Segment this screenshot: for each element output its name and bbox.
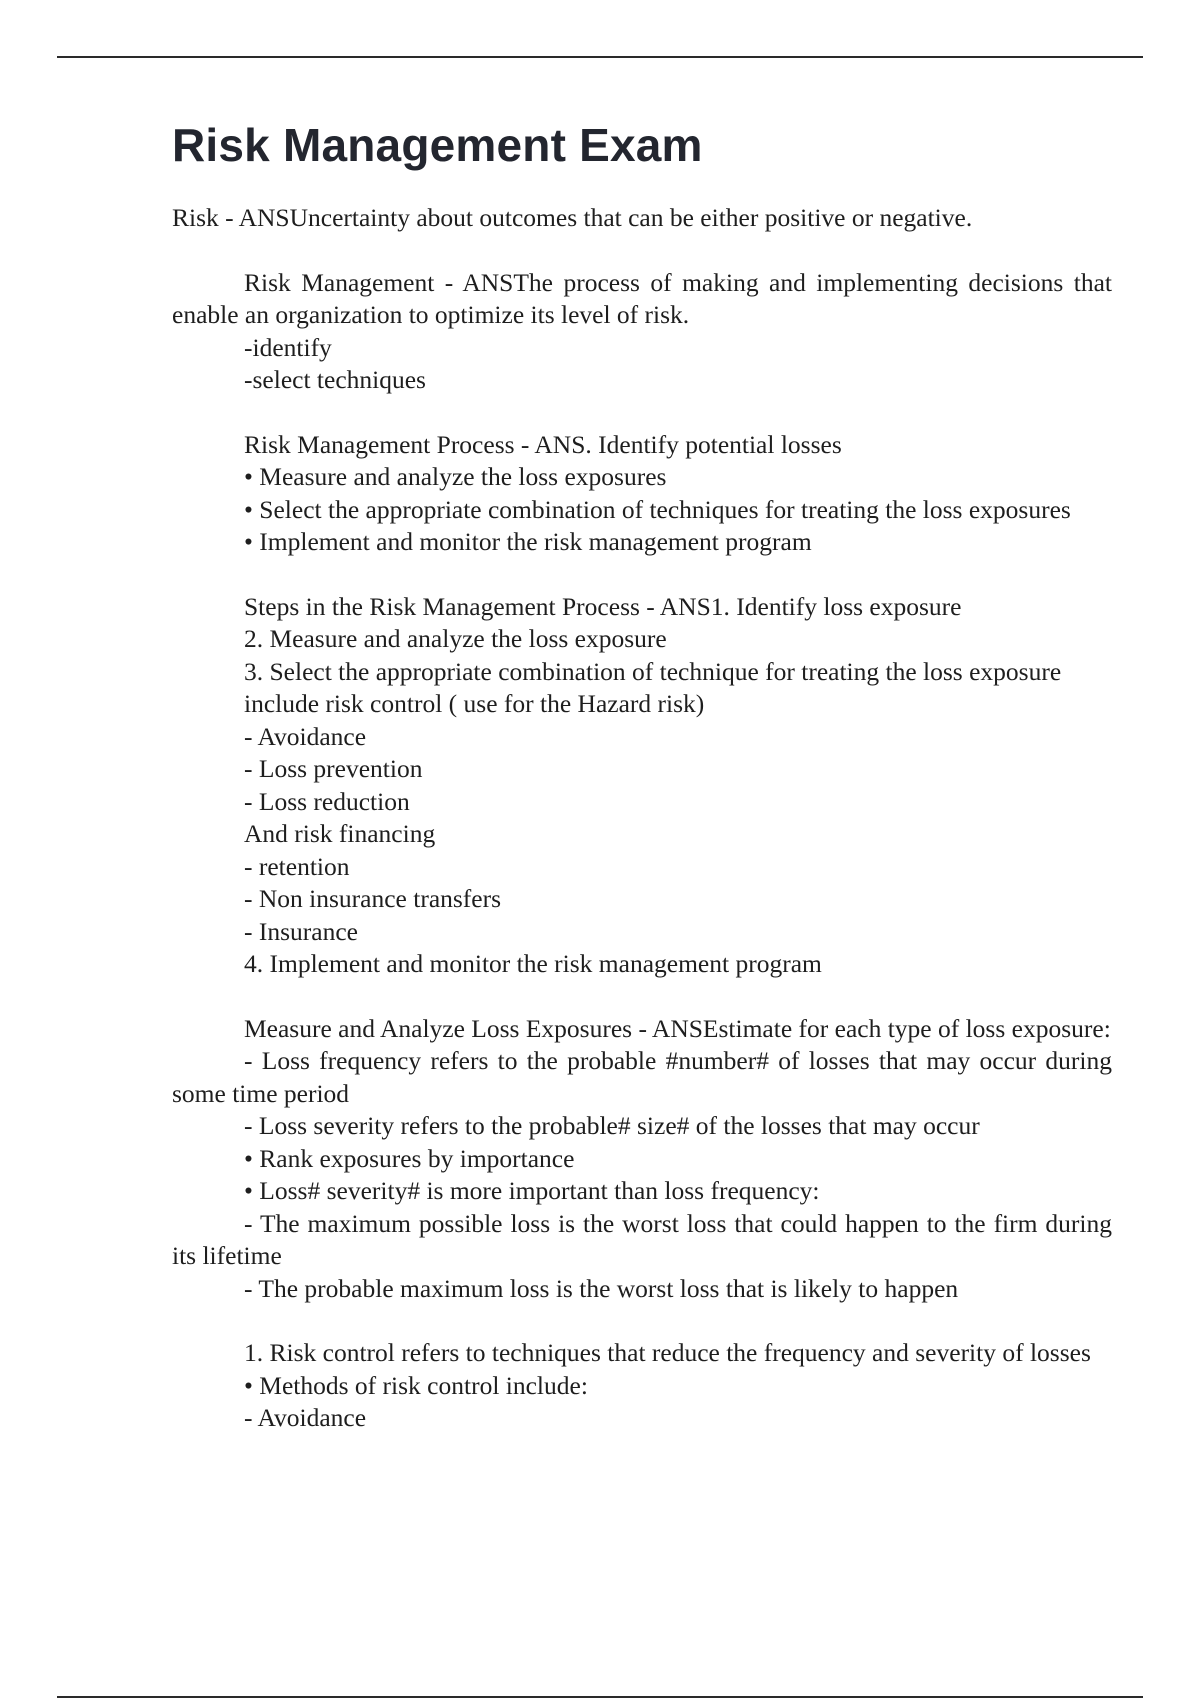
- paragraph-line: • Measure and analyze the loss exposures: [244, 462, 667, 491]
- paragraph-line: • Implement and monitor the risk management program: [244, 527, 812, 556]
- bottom-divider: [57, 1696, 1143, 1698]
- document-body: [172, 100, 1112, 1467]
- paragraph-line: • Select the appropriate combination of techniques for treating the loss exposures: [244, 494, 1071, 524]
- paragraph-line: - Loss prevention: [244, 754, 423, 783]
- paragraph-line: - Loss frequency refers to the probable #number# of losses that may occur during some time period: [172, 1046, 1112, 1108]
- paragraph-line: - retention: [244, 851, 350, 881]
- definition-steps: [172, 591, 1112, 981]
- paragraph-line: Steps in the Risk Management Process - ANS1. Identify loss exposure: [244, 591, 962, 621]
- page-title: Risk Management Exam: [172, 119, 703, 171]
- paragraph-line: - The probable maximum loss is the worst loss that is likely to happen: [244, 1273, 959, 1303]
- paragraph-line: - Loss severity refers to the probable# size# of the losses that may occur: [244, 1111, 980, 1140]
- paragraph-line: • Rank exposures by importance: [244, 1143, 575, 1173]
- paragraph-line: -identify: [244, 332, 332, 362]
- paragraph-line: And risk financing: [244, 819, 436, 848]
- paragraph-line: • Loss# severity# is more important than loss frequency:: [244, 1176, 820, 1205]
- paragraph-line: - Avoidance: [244, 721, 367, 751]
- definition-measure-analyze: [172, 1013, 1112, 1306]
- paragraph-line: include risk control ( use for the Hazard risk): [244, 689, 705, 718]
- definition-risk-management-process: [172, 429, 1112, 559]
- paragraph-line: - Non insurance transfers: [244, 884, 502, 913]
- paragraph-line: • Methods of risk control include:: [244, 1370, 588, 1400]
- definition-risk-management: [172, 267, 1112, 397]
- paragraph-line: - Avoidance: [244, 1403, 367, 1432]
- paragraph-line: 3. Select the appropriate combination of technique for treating the loss exposure: [244, 656, 1062, 686]
- paragraph-line: Measure and Analyze Loss Exposures - ANSEstimate for each type of loss exposure:: [244, 1013, 1111, 1043]
- definition-risk: [172, 202, 1112, 235]
- definition-risk-control: [172, 1337, 1112, 1435]
- paragraph-line: Risk - ANSUncertainty about outcomes that can be either positive or negative.: [172, 203, 973, 232]
- paragraph-line: 4. Implement and monitor the risk management program: [244, 949, 822, 978]
- top-divider: [57, 56, 1143, 58]
- paragraph-line: Risk Management Process - ANS. Identify potential losses: [244, 429, 842, 459]
- paragraph-line: - Loss reduction: [244, 786, 410, 816]
- paragraph-line: 2. Measure and analyze the loss exposure: [244, 624, 667, 653]
- paragraph-line: - The maximum possible loss is the worst loss that could happen to the firm during its lifetime: [172, 1208, 1112, 1270]
- paragraph-line: - Insurance: [244, 916, 358, 946]
- paragraph-line: 1. Risk control refers to techniques that reduce the frequency and severity of losses: [244, 1338, 1091, 1367]
- paragraph-line: -select techniques: [244, 365, 426, 394]
- paragraph-line: Risk Management - ANSThe process of making and implementing decisions that enable an organization to optimize its level of risk.: [172, 267, 1112, 329]
